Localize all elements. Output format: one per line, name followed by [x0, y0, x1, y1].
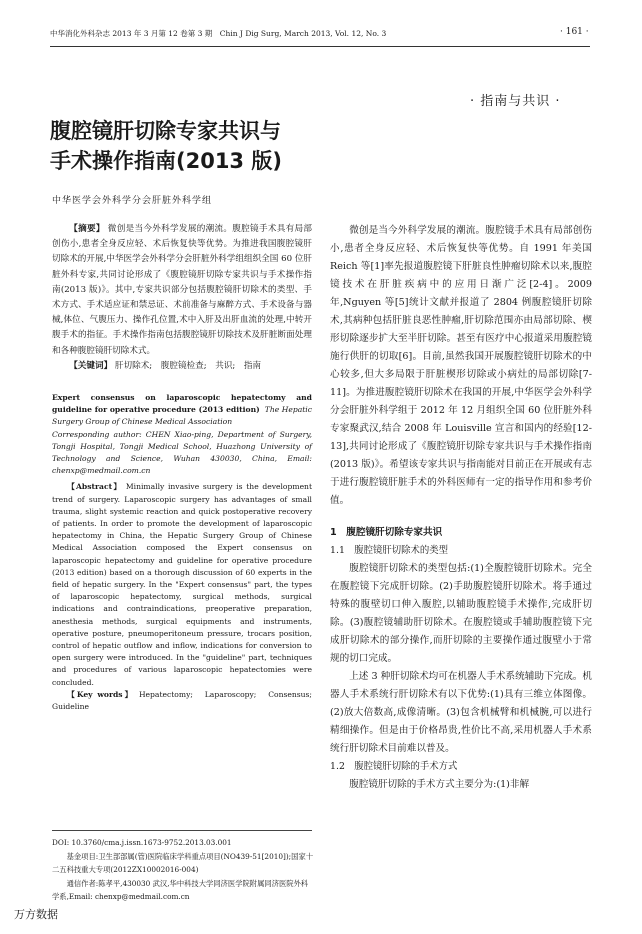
keywords-en-label: 【Key words】	[67, 689, 135, 699]
column-tag: · 指南与共识 ·	[470, 94, 561, 109]
body-text	[330, 222, 592, 794]
corresponding-author-en: Corresponding author: CHEN Xiao-ping, Department of Surgery, Tongji Hospital, Tongji Medical School, Huazhong University of Technology and Science, Wuhan 430030, China, Email: chenxp@medmail.com.cn	[52, 429, 312, 476]
body-paragraph-types: 腹腔镜肝切除术的类型包括:(1)全腹腔镜肝切除术。完全在腹腔镜下完成肝切除。(2)手助腹腔镜肝切除术。将手通过特殊的腹壁切口伸入腹腔,以辅助腹腔镜手术操作,完成肝切除。(3)腹腔镜辅助肝切除术。在腹腔镜或手辅助腹腔镜下完成肝切除术的部分操作,而肝切除的主要操作通过腹壁小于常规的切口完成。	[330, 563, 592, 664]
page-number: · 161 ·	[560, 27, 589, 37]
abstract-cn-text: 微创是当今外科学发展的潮流。腹腔镜手术具有局部创伤小,患者全身反应轻、术后恢复快等优势。为推进我国腹腔镜肝切除术的开展,中华医学会外科学分会肝脏外科学组组织全国 60 位肝脏外科专家,共同讨论形成了《腹腔镜肝切除专家共识与手术操作指南(2013 版)》。其中,专家共识部分包括腹腔镜肝切除术的类型、手术方式、手术适应证和禁忌证、术前准备与麻醉方式、手术设备与器械,体位、气腹压力、操作孔位置,术中入肝及出肝血流的处理,中转开腹手术的指征。手术操作指南包括腹腔镜肝切除技术及肝脏断面处理和各种腹腔镜肝切除术式。	[52, 224, 312, 356]
english-title: Expert consensus on laparoscopic hepatectomy and guideline for operative procedure (2013 edition)	[52, 393, 312, 415]
footnote-doi: DOI: 10.3760/cma.j.issn.1673-9752.2013.03.001	[52, 838, 232, 847]
abstract-cn	[52, 222, 312, 374]
keywords-en: Hepatectomy; Laparoscopy; Consensus; Guideline	[52, 689, 320, 712]
title-line-2: 手术操作指南(2013 版)	[50, 149, 282, 173]
footnote-rule	[52, 830, 312, 831]
article-title	[50, 116, 340, 176]
footnote-fund: 基金项目:卫生部部属(管)医院临床学科重点项目(NO439-51[2010]);国家十二五科技重大专项(2012ZX10002016-004)	[52, 851, 314, 874]
abstract-en-text: Minimally invasive surgery is the development trend of surgery. Laparoscopic surgery has advantages of small trauma, slight systemic reaction and quick postoperative recovery of patients. In order to promote the development of laparoscopic hepatectomy in China, the Hepatic Surgery Group of Chinese Medical Association composed the Expert consensus on laparoscopic hepatectomy and guideline for operative procedure (2013 edition) based on a thorough discussion of 60 experts in the field of hepatic surgery. In the "Expert consensus" part, the types of laparoscopic hepatectomy, surgical methods, surgical indications and contraindications, preoperative preparation, anesthesia methods, surgical equipments and instruments, operative posture, pneumoperitoneum pressure, trocars position, control of hepatic outflow and inflow, indications for conversion to open surgery were introduced. In the "guideline" part, techniques and procedures of various laparoscopic hepatectomies were concluded.	[52, 482, 312, 687]
header-rule	[50, 46, 590, 47]
keywords-cn: 肝切除术; 腹腔镜检查; 共识; 指南	[114, 360, 262, 371]
english-group: The Hepatic Surgery Group of Chinese Medical Association	[52, 405, 312, 427]
abstract-cn-label: 【摘要】	[69, 224, 105, 234]
body-paragraph-intro: 微创是当今外科学发展的潮流。腹腔镜手术具有局部创伤小,患者全身反应轻、术后恢复快等优势。自 1991 年美国 Reich 等[1]率先报道腹腔镜下肝脏良性肿瘤切除术以来,腹腔镜技术在肝脏疾病中的应用日渐广泛[2-4]。2009 年,Nguyen 等[5]统计文献并报道了 2804 例腹腔镜肝切除术,其病种包括肝脏良恶性肿瘤,肝切除范围亦由局部切除、楔形切除逐步扩大至半肝切除。甚至有医疗中心报道采用腹腔镜施行供肝的切取[6]。目前,虽然我国开展腹腔镜肝切除术的中心较多,但大多局限于肝脏楔形切除或小病灶的局部切除[7-11]。为推进腹腔镜肝切除术在我国的开展,中华医学会外科学分会肝脏外科学组于 2012 年 12 月组织全国 60 位肝脏外科专家聚武汉,结合 2008 年 Louisville 宣言和国内的经验[12-13],共同讨论形成了《腹腔镜肝切除专家共识与手术操作指南(2013 版)》。希望该专家共识与指南能对目前正在开展或有志于进行腹腔镜肝脏手术的外科医师有一定的指导作用和参考价值。	[330, 225, 592, 506]
footnotes	[52, 836, 314, 904]
abstract-en	[52, 392, 320, 713]
title-line-1: 腹腔镜肝切除专家共识与	[50, 119, 281, 143]
author-group: 中华医学会外科学分会肝脏外科学组	[52, 196, 213, 206]
keywords-cn-label: 【关键词】	[69, 360, 113, 371]
running-header: 中华消化外科杂志 2013 年 3 月第 12 卷第 3 期 Chin J Dig Surg, March 2013, Vol. 12, No. 3	[50, 29, 387, 38]
section-heading-1-1: 1.1 腹腔镜肝切除术的类型	[330, 545, 449, 556]
section-heading-1: 1 腹腔镜肝切除专家共识	[330, 527, 443, 538]
footnote-corr: 通信作者:陈孝平,430030 武汉,华中科技大学同济医学院附属同济医院外科学系,Email: chenxp@medmail.com.cn	[52, 878, 309, 901]
section-heading-1-2: 1.2 腹腔镜肝切除的手术方式	[330, 761, 458, 772]
abstract-en-label: 【Abstract】	[67, 482, 123, 492]
body-paragraph-methods: 腹腔镜肝切除的手术方式主要分为:(1)非解	[349, 779, 530, 790]
watermark: 万方数据	[14, 908, 58, 921]
body-paragraph-robot: 上述 3 种肝切除术均可在机器人手术系统辅助下完成。机器人手术系统行肝切除术有以下优势:(1)具有三维立体图像。(2)放大倍数高,成像清晰。(3)包含机械臂和机械腕,可以进行精细操作。但是由于价格昂贵,性价比不高,采用机器人手术系统行肝切除术目前难以普及。	[330, 671, 592, 754]
